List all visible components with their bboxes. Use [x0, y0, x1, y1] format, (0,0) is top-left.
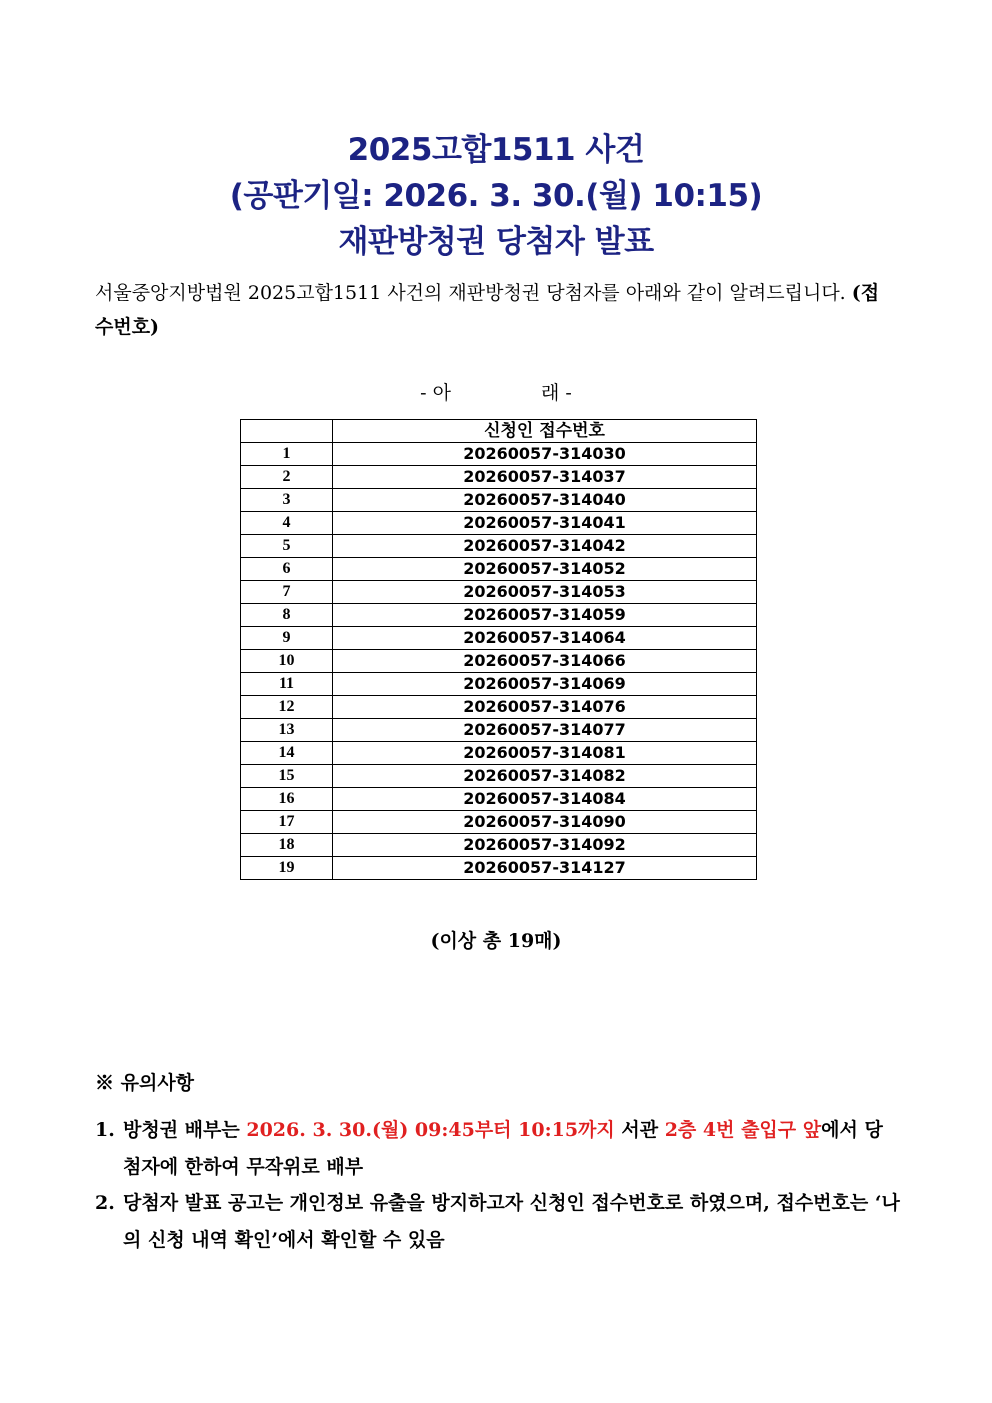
receipt-number: 20260057-314076 [333, 696, 757, 719]
table-header-row [241, 420, 757, 443]
table-row [241, 489, 757, 512]
arae-divider [0, 378, 992, 405]
receipt-number: 20260057-314066 [333, 650, 757, 673]
table-row [241, 834, 757, 857]
row-number: 6 [241, 558, 333, 581]
notice-item-1-text-a: 방청권 배부는 [123, 1119, 247, 1141]
receipt-number: 20260057-314081 [333, 742, 757, 765]
row-number: 18 [241, 834, 333, 857]
winners-table [240, 419, 757, 880]
notice-item-2 [95, 1185, 900, 1259]
receipt-number: 20260057-314082 [333, 765, 757, 788]
receipt-number: 20260057-314092 [333, 834, 757, 857]
row-number: 11 [241, 673, 333, 696]
table-row [241, 650, 757, 673]
row-number: 16 [241, 788, 333, 811]
receipt-number: 20260057-314059 [333, 604, 757, 627]
table-row [241, 857, 757, 880]
receipt-number: 20260057-314037 [333, 466, 757, 489]
row-number: 10 [241, 650, 333, 673]
receipt-number: 20260057-314042 [333, 535, 757, 558]
row-number: 17 [241, 811, 333, 834]
table-row [241, 742, 757, 765]
table-row [241, 788, 757, 811]
title-line-1: 2025고합1511 사건 [347, 132, 645, 168]
receipt-number: 20260057-314077 [333, 719, 757, 742]
arae-left: - 아 [420, 382, 451, 404]
row-number: 1 [241, 443, 333, 466]
notice-item-2-text: 당첨자 발표 공고는 개인정보 유출을 방지하고자 신청인 접수번호로 하였으며, 접수번호는 ‘나의 신청 내역 확인’에서 확인할 수 있음 [123, 1192, 900, 1251]
title-line-3: 재판방청권 당첨자 발표 [338, 224, 654, 260]
notice-heading: ※ 유의사항 [95, 1072, 195, 1094]
row-number: 12 [241, 696, 333, 719]
table-row [241, 512, 757, 535]
row-number: 8 [241, 604, 333, 627]
row-number: 4 [241, 512, 333, 535]
intro-bold-suffix: (접수번호) [95, 282, 880, 338]
row-number: 13 [241, 719, 333, 742]
title-line-2: (공판기일: 2026. 3. 30.(월) 10:15) [229, 178, 763, 214]
intro-paragraph [95, 276, 895, 344]
row-number: 5 [241, 535, 333, 558]
no-column-header [241, 420, 333, 443]
table-row [241, 535, 757, 558]
table-row [241, 604, 757, 627]
receipt-number-column-header: 신청인 접수번호 [333, 420, 757, 443]
receipt-number: 20260057-314064 [333, 627, 757, 650]
table-row [241, 443, 757, 466]
table-row [241, 558, 757, 581]
intro-text: 서울중앙지방법원 2025고합1511 사건의 재판방청권 당첨자를 아래와 같이 알려드립니다. [95, 282, 846, 304]
arae-right: 래 - [541, 382, 572, 404]
row-number: 19 [241, 857, 333, 880]
row-number: 3 [241, 489, 333, 512]
receipt-number: 20260057-314030 [333, 443, 757, 466]
row-number: 2 [241, 466, 333, 489]
notice-item-1-text-c: 에서 당첨자에 한하여 무작위로 배부 [123, 1119, 883, 1178]
receipt-number: 20260057-314040 [333, 489, 757, 512]
notice-item-1-number: 1. [95, 1119, 115, 1141]
row-number: 9 [241, 627, 333, 650]
receipt-number: 20260057-314041 [333, 512, 757, 535]
receipt-number: 20260057-314084 [333, 788, 757, 811]
table-row [241, 765, 757, 788]
notice-item-1-location: 2층 4번 출입구 앞 [664, 1119, 822, 1141]
receipt-number: 20260057-314069 [333, 673, 757, 696]
table-row [241, 673, 757, 696]
table-row [241, 466, 757, 489]
notice-item-1-text-b: 서관 [614, 1119, 665, 1141]
notice-item-1 [95, 1112, 900, 1186]
row-number: 15 [241, 765, 333, 788]
table-row [241, 581, 757, 604]
receipt-number: 20260057-314127 [333, 857, 757, 880]
receipt-number: 20260057-314053 [333, 581, 757, 604]
notice-item-1-time: 2026. 3. 30.(월) 09:45부터 10:15까지 [246, 1119, 615, 1141]
table-row [241, 696, 757, 719]
notice-item-2-number: 2. [95, 1192, 115, 1214]
table-row [241, 719, 757, 742]
row-number: 14 [241, 742, 333, 765]
row-number: 7 [241, 581, 333, 604]
receipt-number: 20260057-314090 [333, 811, 757, 834]
receipt-number: 20260057-314052 [333, 558, 757, 581]
table-row [241, 627, 757, 650]
table-row [241, 811, 757, 834]
total-count: (이상 총 19매) [430, 930, 562, 952]
